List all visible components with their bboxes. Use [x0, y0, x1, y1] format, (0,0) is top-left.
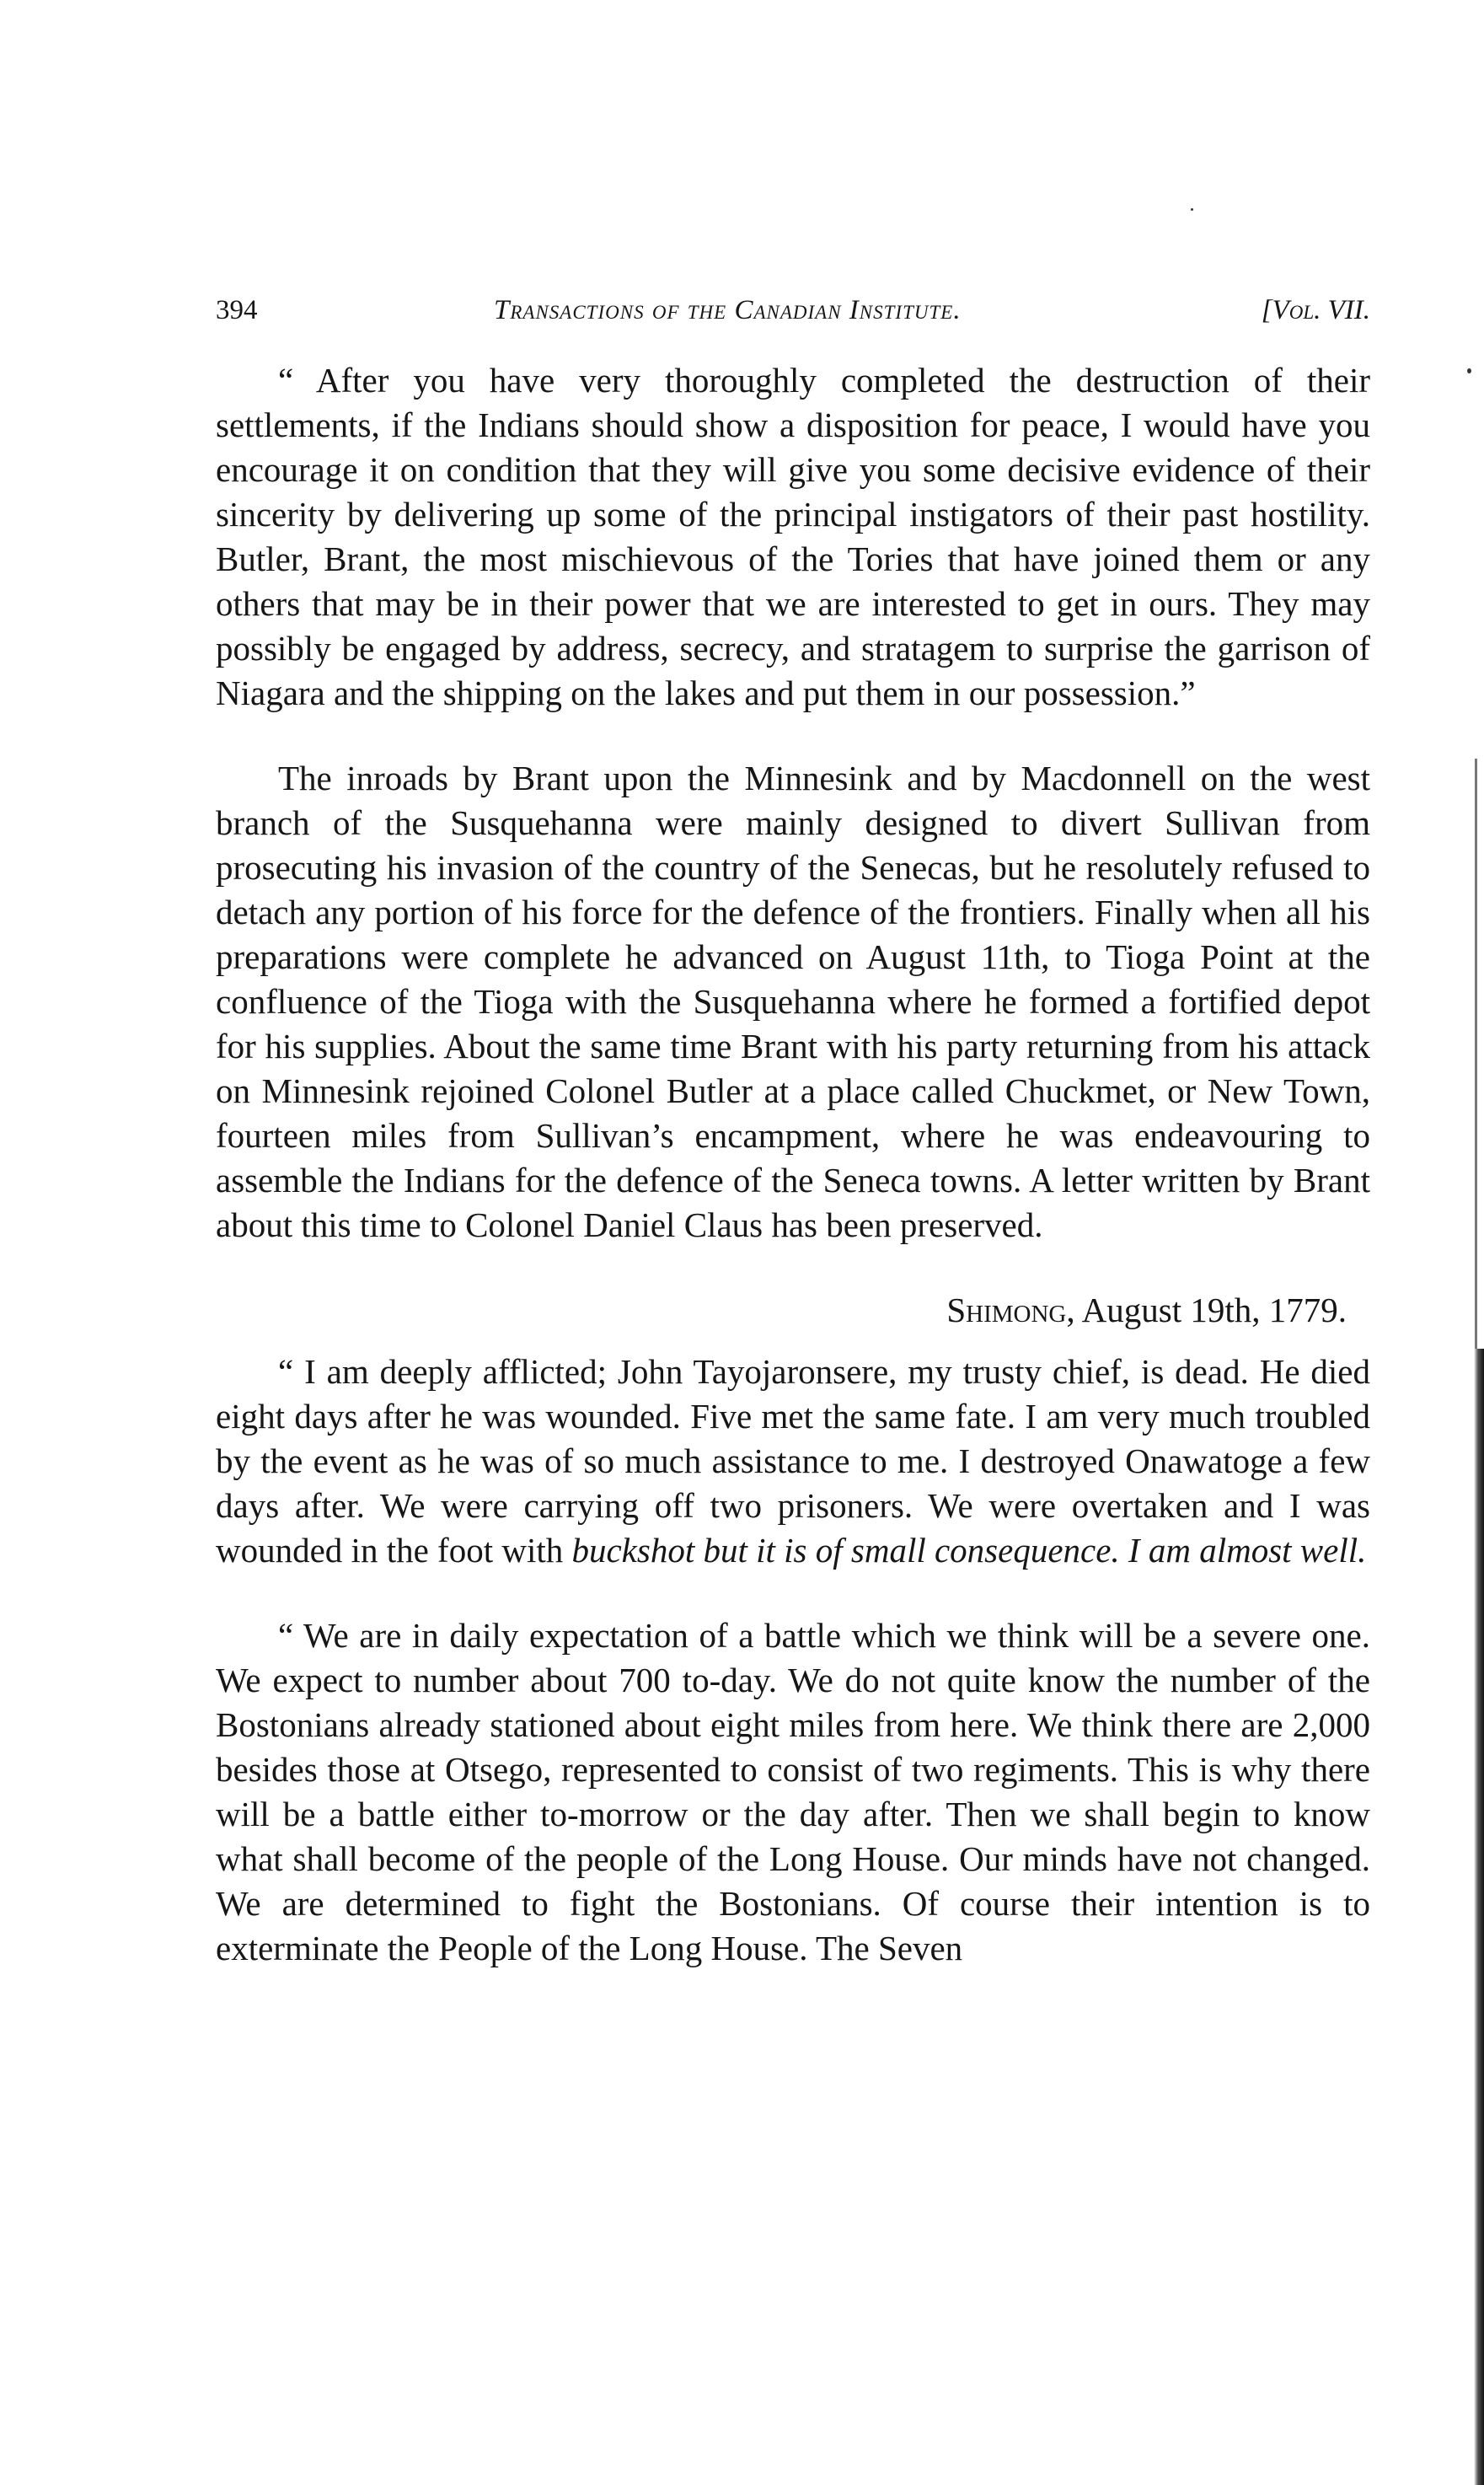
paragraph-quote-instructions: “ After you have very thoroughly completed the destruction of their settlements, if the Indians should show a disposition for peace, I would have you encourage it on condition that they will give you some decisive evidence of their sincerity by delivering up some of the principal instigators of their past hostility. Butler, Brant, the most mischievous of the Tories that have joined them or any others that may be in their power that we are interested to get in ours. They may possibly be engaged by address, secrecy, and stratagem to surprise the garrison of Niagara and the shipping on the lakes and put them in our possession.”	[216, 361, 1370, 712]
letter-text-italic: buckshot but it is of small consequence. I am almost well.	[571, 1531, 1367, 1570]
letter-dateline	[216, 1288, 1370, 1333]
letter-text: “ I am deeply afflicted; John Tayojaronsere, my trusty chief, is dead. He died eight days after he was wounded. Five met the same fate. I am very much troubled by the event as he was of so much assistance to me. I destroyed Onawatoge a few days after. We were carrying off two prisoners. We were overtaken and I was wounded in the foot with	[216, 1352, 1370, 1570]
dateline-place: Shimong,	[946, 1291, 1075, 1329]
paragraph-letter-afflicted	[216, 1350, 1370, 1573]
dateline-date: August 19th, 1779.	[1081, 1291, 1347, 1329]
paragraph-brant-inroads: The inroads by Brant upon the Minnesink and by Macdonnell on the west branch of the Susquehanna were mainly designed to divert Sullivan from prosecuting his invasion of the country of the Senecas, but he resolutely refused to detach any portion of his force for the defence of the frontiers. Finally when all his preparations were complete he advanced on August 11th, to Tioga Point at the confluence of the Tioga with the Susquehanna where he formed a fortified depot for his supplies. About the same time Brant with his party returning from his attack on Minnesink rejoined Colonel Butler at a place called Chuckmet, or New Town, fourteen miles from Sullivan’s encampment, where he was endeavouring to assemble the Indians for the defence of the Seneca towns. A letter written by Brant about this time to Colonel Daniel Claus has been preserved.	[216, 759, 1370, 1244]
scan-speck	[1191, 208, 1193, 211]
page-number: 394	[216, 295, 258, 325]
page-edge-shadow	[1474, 1349, 1484, 2485]
paragraph-letter-battle: “ We are in daily expectation of a battle which we think will be a severe one. We expect to number about 700 to-day. We do not quite know the number of the Bostonians already stationed about eight miles from here. We think there are 2,000 besides those at Otsego, represented to consist of two regiments. This is why there will be a battle either to-morrow or the day after. Then we shall begin to know what shall become of the people of the Long House. Our minds have not changed. We are determined to fight the Bostonians. Of course their intention is to exterminate the People of the Long House. The Seven	[216, 1616, 1370, 1967]
running-head	[216, 295, 1370, 337]
volume-label: [Vol. VII.	[1261, 295, 1370, 325]
scan-speck	[1467, 368, 1471, 373]
page-edge-line	[1475, 759, 1477, 1349]
running-title: Transactions of the Canadian Institute.	[494, 295, 962, 325]
body-text	[216, 358, 1370, 1971]
